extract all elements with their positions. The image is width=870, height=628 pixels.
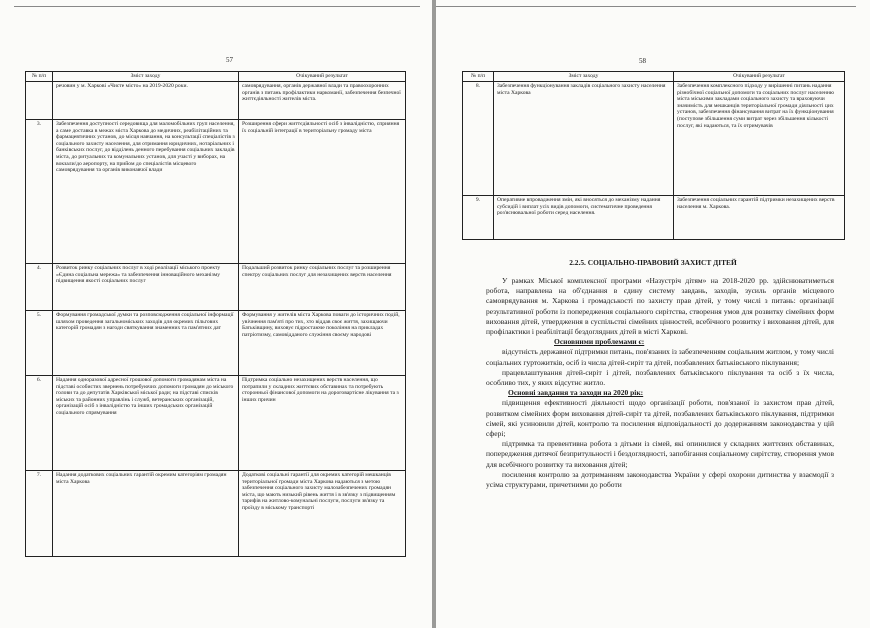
row-number: 6. xyxy=(26,376,53,471)
row-content: Надання додаткових соціальних гарантій окремим категоріям громадян міста Харкова xyxy=(53,471,239,557)
problem-item: відсутність державної підтримки питань, пов'язаних із забезпеченням соціальним житлом, у тому числі соціальних гуртожитків, осіб із числа дітей-сиріт та дітей, позбавлених батьківського піклування; xyxy=(486,347,834,367)
col-header-num: № п/п xyxy=(463,72,494,82)
task-item: підтримка та превентивна робота з дітьми із сімей, які опинилися у складних життєвих обставинах, попередження дитячої безпритульності і бездоглядності, запобігання соціальному сирітству, створення умов для всебічного розвитку та виховання дітей; xyxy=(486,439,834,469)
top-rule xyxy=(436,6,856,7)
row-result: Розширення сфери життєдіяльності осіб з інвалідністю, сприяння їх соціальній інтеграції в територіальну громаду міста xyxy=(239,120,406,264)
row-number xyxy=(26,82,53,120)
table-row xyxy=(26,471,406,557)
row-number: 5. xyxy=(26,311,53,376)
table-row xyxy=(26,264,406,311)
row-number: 4. xyxy=(26,264,53,311)
problem-item: працевлаштування дітей-сиріт і дітей, позбавлених батьківського піклування та осіб з їх числа, особливо тих, у яких відсутнє житло. xyxy=(486,367,834,388)
col-header-num: № п/п xyxy=(26,72,53,82)
row-result: Формування у жителів міста Харкова поваги до історичних подій, увічнення пам'яті про тих, хто віддав своє життя, захищаючи Батьківщину, виховує підростаюче покоління на прикладах патріотизму, самовідданого служіння своєму народові xyxy=(239,311,406,376)
table-row xyxy=(26,311,406,376)
row-result: Додаткові соціальні гарантії для окремих категорій мешканців територіальної громади міста Харкова надаються з метою забезпечення соціального захисту малозабезпечених громадян міста, що мають низький рівень життя і в зв'язку з підвищенням тарифів на житлово-комунальні послуги, послуги зв'язку та проїзду в міському транспорті xyxy=(239,471,406,557)
col-header-content: Зміст заходу xyxy=(53,72,239,82)
row-result: Забезпечення комплексного підходу у вирішенні питань надання різнобічної соціальної допомоги та соціальних послуг населенню міста міськими закладами соціального захисту та враховуючи значимість для мешканців територіальної громади діяльності цих установ, забезпечення фінансування витрат на їх функціонування (поступове збільшення суми витрат через збільшення кількості послуг, які надаються, та їх отримувачів xyxy=(674,82,845,196)
page-number: 57 xyxy=(226,56,233,64)
row-result: Забезпечення соціальних гарантій підтримки незахищених верств населення м. Харкова. xyxy=(674,196,845,240)
row-content: речовин у м. Харкові «Чисте місто» на 2019-2020 роки. xyxy=(53,82,239,120)
row-result: Підтримка соціально незахищених верств населення, що потрапили у складних життєвих обставинах та потребують сторонньої фінансової допомоги на дороговартісне лікування та з інших причин xyxy=(239,376,406,471)
measures-table xyxy=(25,71,406,557)
table-header-row xyxy=(463,72,845,82)
task-item: підвищення ефективності діяльності щодо організації роботи, пов'язаної із захистом прав дітей, розвитком сімейних форм виховання дітей-сиріт та дітей, позбавлених батьківського піклування, підтримки сімей, які усиновили дітей, контролю та посилення відповідальності до додержанням законодавства у цій сфері; xyxy=(486,398,834,439)
row-number: 7. xyxy=(26,471,53,557)
col-header-content: Зміст заходу xyxy=(494,72,674,82)
row-content: Забезпечення функціонування закладів соціального захисту населення міста Харкова xyxy=(494,82,674,196)
measures-table xyxy=(462,71,845,240)
top-rule xyxy=(14,6,420,7)
row-content: Формування громадської думки та розповсюдження соціальної інформації шляхом проведення загальноміських заходів для окремих пільгових категорій громадян з нагоди святкування знаменних та пам'ятних дат xyxy=(53,311,239,376)
table-row xyxy=(26,82,406,120)
page-number: 58 xyxy=(639,57,646,65)
col-header-result: Очікуваний результат xyxy=(674,72,845,82)
row-number: 9. xyxy=(463,196,494,240)
page-58 xyxy=(436,0,870,628)
row-content: Надання одноразової адресної грошової допомоги громадянам міста на підставі особистих звернень потребуючих допомоги громадян до міського голови та до депутатів Харківської міської ради; на підставі списків міських та районних управлінь і служб, ветеранських організацій, організацій осіб з інвалідністю та інших громадських організацій соціального спрямування xyxy=(53,376,239,471)
row-number: 8. xyxy=(463,82,494,196)
section-title: 2.2.5. СОЦІАЛЬНО-ПРАВОВИЙ ЗАХИСТ ДІТЕЙ xyxy=(569,258,737,267)
table-row xyxy=(463,82,845,196)
row-content: Розвиток ринку соціальних послуг в ході реалізації міського проекту «Єдина соціальна мережа» та забезпечення інноваційного механізму підвищення якості соціальних послуг xyxy=(53,264,239,311)
row-number: 3. xyxy=(26,120,53,264)
row-result: самоврядування, органів державної влади та правоохоронних органів з питань профілактики наркоманії, забезпечення безпечної життєдіяльності жителів міста. xyxy=(239,82,406,120)
tasks-heading: Основні завдання та заходи на 2020 рік: xyxy=(508,388,644,398)
table-row xyxy=(463,196,845,240)
intro-paragraph: У рамках Міської комплексної програми «Назустріч дітям» на 2018-2020 рр. здійснюватиметься робота, направлена на об'єднання в єдину систему завдань, заходів, зусиль органів місцевого самоврядування м. Харкова і громадськості по захисту прав дітей, у тому числі з питань: організації результативної роботи із попередження соціального сирітства, створення умов для розвитку сімейних форм виховання дітей, утвердження в суспільстві сімейних цінностей, всебічного розвитку і виховання дітей, для профілактики і реабілітації бездоглядних дітей в місті Харкові. xyxy=(486,276,834,337)
col-header-result: Очікуваний результат xyxy=(239,72,406,82)
problems-heading: Основними проблемами є: xyxy=(554,337,645,347)
table-row xyxy=(26,376,406,471)
table-header-row xyxy=(26,72,406,82)
task-item: посилення контролю за дотриманням законодавства України у сфері охорони дитинства у взаємодії з усіма структурами, причетними до роботи xyxy=(486,469,834,490)
row-content: Забезпечення доступності середовища для маломобільних груп населення, а саме доставка в межах міста Харкова до медичних, реабілітаційних та фармацевтичних установ, до місця навчання, на консультації спеціалістів з соціального захисту населення, для отримання юридичних, нотаріальних і банківських послуг, до відділень денного перебування соціальних закладів міста, до ритуальних та комунальних установ, для участі у виборах, на вокзали/до аеропорту, на прийом до спеціалістів місцевого самоврядування та органів виконавчої влади xyxy=(53,120,239,264)
page-57 xyxy=(0,0,432,628)
row-content: Оперативне впровадження змін, які вносяться до механізму надання субсидій і виплат усіх видів допомоги, систематичне проведення роз'яснювальної роботи серед населення. xyxy=(494,196,674,240)
section-body xyxy=(486,276,834,490)
table-row xyxy=(26,120,406,264)
row-result: Подальший розвиток ринку соціальних послуг та розширення спектру соціальних послуг для незахищених верств населення xyxy=(239,264,406,311)
